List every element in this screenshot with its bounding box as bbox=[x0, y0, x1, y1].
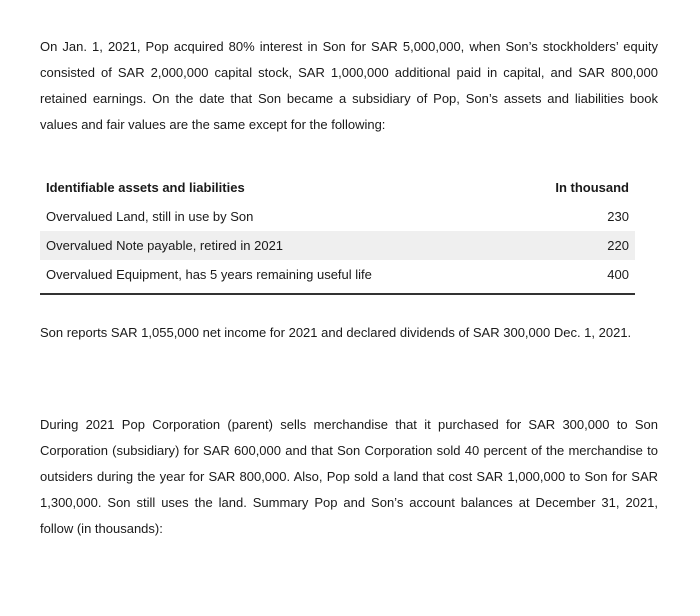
table-row bbox=[40, 231, 635, 260]
intercompany-sales-paragraph: During 2021 Pop Corporation (parent) sells merchandise that it purchased for SAR 300,000 to Son Corporation (subsidiary) for SAR 600,000 and that Son Corporation sold 40 percent of the merchandise to outsiders during the year for SAR 800,000. Also, Pop sold a land that cost SAR 1,000,000 to Son for SAR 1,300,000. Son still uses the land. Summary Pop and Son’s account balances at December 31, 2021, follow (in thousands): bbox=[40, 417, 658, 536]
row-label: Overvalued Land, still in use by Son bbox=[46, 209, 254, 224]
row-value: 220 bbox=[607, 238, 629, 253]
row-value: 230 bbox=[607, 209, 629, 224]
table-bottom-rule bbox=[40, 293, 635, 295]
net-income-paragraph: Son reports SAR 1,055,000 net income for 2021 and declared dividends of SAR 300,000 Dec. 1, 2021. bbox=[40, 325, 632, 340]
row-value: 400 bbox=[607, 267, 629, 282]
row-label: Overvalued Note payable, retired in 2021 bbox=[46, 238, 284, 253]
table-header bbox=[40, 174, 635, 202]
table-row bbox=[40, 202, 635, 231]
intro-paragraph: On Jan. 1, 2021, Pop acquired 80% interest in Son for SAR 5,000,000, when Son’s stockholders’ equity consisted of SAR 2,000,000 capital stock, SAR 1,000,000 additional paid in capital, and SAR 800,000 retained earnings. On the date that Son became a subsidiary of Pop, Son’s assets and liabilities book values and fair values are the same except for the following: bbox=[40, 39, 658, 132]
identifiable-assets-table bbox=[40, 174, 635, 295]
table-row bbox=[40, 260, 635, 289]
header-in-thousand: In thousand bbox=[555, 180, 629, 195]
header-identifiable-assets: Identifiable assets and liabilities bbox=[46, 180, 245, 195]
row-label: Overvalued Equipment, has 5 years remaining useful life bbox=[46, 267, 372, 282]
